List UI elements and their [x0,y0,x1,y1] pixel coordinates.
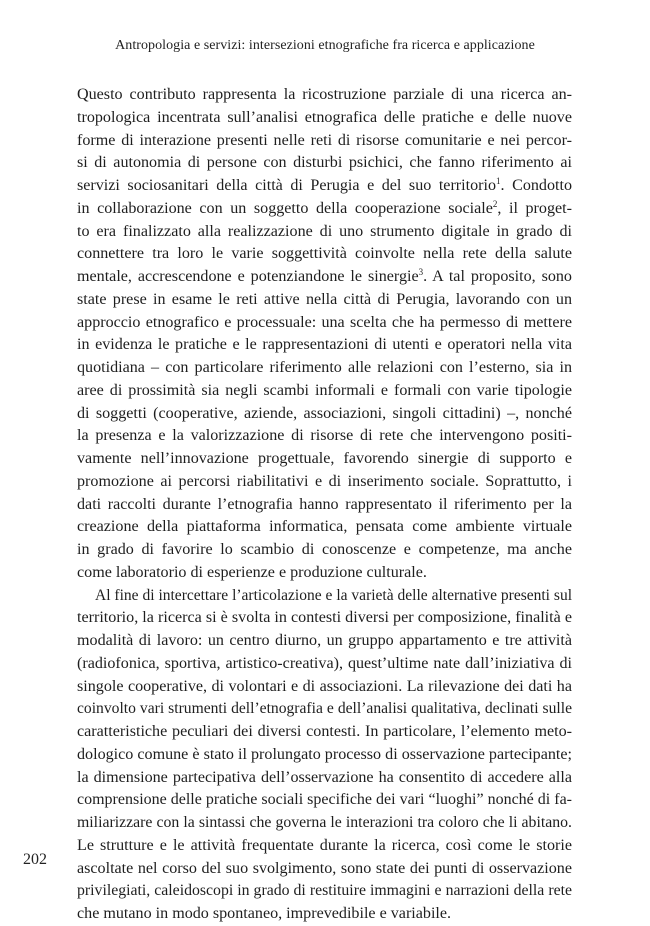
text-line: dologico comune è stato il prolungato processo di osservazione partecipante; [77,745,572,763]
text-line: caratteristiche peculiari dei diversi contesti. In particolare, l’elemento meto- [77,723,572,740]
footnote-marker[interactable]: 3 [418,267,424,277]
text-line: aree di prossimità sia negli scambi informali e formali con varie tipologie [77,381,572,399]
text-line: promozione ai percorsi riabilitativi e di inserimento sociale. Soprattutto, i [77,472,572,490]
text-line: forme di interazione presenti nelle reti di risorse comunitarie e nei percor- [77,131,572,149]
text-line: dati raccolti durante l’etnografia hanno rappresentato il riferimento per la [77,495,572,513]
text-line: coinvolto vari strumenti dell’etnografia e dell’analisi qualitativa, declinati sulle [77,700,572,718]
text-line: connettere tra loro le varie soggettività coinvolte nella rete della salute [77,245,572,263]
text-line: ascoltate nel corso del suo svolgimento, sono state dei punti di osservazione [77,859,572,877]
text-line [77,198,572,221]
text-line: state prese in esame le reti attive nella città di Perugia, lavorando con un [77,290,572,308]
text-line: territorio, la ricerca si è svolta in contesti diversi per composizione, finalità e [77,609,572,627]
text-line: Al fine di intercettare l’articolazione e la varietà delle alternative presenti sul [95,586,572,604]
body-text [77,84,572,926]
text-line: vamente nell’innovazione progettuale, favorendo sinergie di supporto e [77,450,572,467]
text-line: creazione della piattaforma informatica, pensata come ambiente virtuale [77,518,572,536]
text-line: la presenza e la valorizzazione di risorse di rete che intervengono positi- [77,427,572,445]
text-line: singole cooperative, di volontari e di associazioni. La rilevazione dei dati ha [77,677,572,695]
text-run: , il proget- [497,199,572,217]
paragraph [77,84,572,585]
text-run: . Condotto [500,177,572,194]
footnote-marker[interactable]: 1 [496,176,501,186]
text-run: . A tal proposito, sono [423,268,572,285]
text-line: (radiofonica, sportiva, artistico-creativa), quest’ultime nate dall’iniziativa di [77,654,572,672]
text-line [77,175,572,198]
text-line: approccio etnografico e processuale: una scelta che ha permesso di mettere [77,313,572,331]
text-line: Le strutture e le attività frequentate durante la ricerca, così come le storie [77,836,572,854]
text-line: miliarizzare con la sintassi che governa le interazioni tra coloro che li abitano. [77,814,572,831]
text-line: privilegiati, caleidoscopi in grado di restituire immagini e narrazioni della rete [77,882,572,900]
text-line: che mutano in modo spontaneo, imprevedibile e variabile. [77,905,452,922]
text-run: servizi sociosanitari della città di Perugia e del suo territorio [77,177,497,194]
text-line: comprensione delle pratiche sociali specifiche dei vari “luoghi” nonché di fa- [77,791,572,809]
text-line: come laboratorio di esperienze e produzione culturale. [77,563,427,581]
footnote-marker[interactable]: 2 [492,198,498,209]
text-line [77,266,572,289]
page-number: 202 [23,851,47,868]
text-line: si di autonomia di persone con disturbi psichici, che fanno riferimento ai [77,154,572,172]
paragraph [77,585,572,926]
text-line: di soggetti (cooperative, aziende, associazioni, singoli cittadini) –, nonché [77,404,572,422]
running-header: Antropologia e servizi: intersezioni etnografiche fra ricerca e applicazione [115,38,535,53]
text-line: quotidiana – con particolare riferimento alle relazioni con l’esterno, sia in [77,359,572,376]
text-run: in collaborazione con un soggetto della cooperazione sociale [77,199,493,217]
text-line: la dimensione partecipativa dell’osservazione ha consentito di accedere alla [77,768,572,786]
text-line: in evidenza le pratiche e le rappresentazioni di utenti e operatori nella vita [77,336,572,354]
text-line: tropologica incentrata sull’analisi etnografica delle pratiche e delle nuove [77,108,572,126]
text-line: modalità di lavoro: un centro diurno, un gruppo appartamento e tre attività [77,632,572,649]
text-line: Questo contributo rappresenta la ricostruzione parziale di una ricerca an- [77,86,572,103]
text-line: to era finalizzato alla realizzazione di uno strumento digitale in grado di [77,222,572,240]
text-run: mentale, accrescendone e potenziandone le sinergie [77,268,419,285]
text-line: in grado di favorire lo scambio di conoscenze e competenze, ma anche [77,541,572,558]
